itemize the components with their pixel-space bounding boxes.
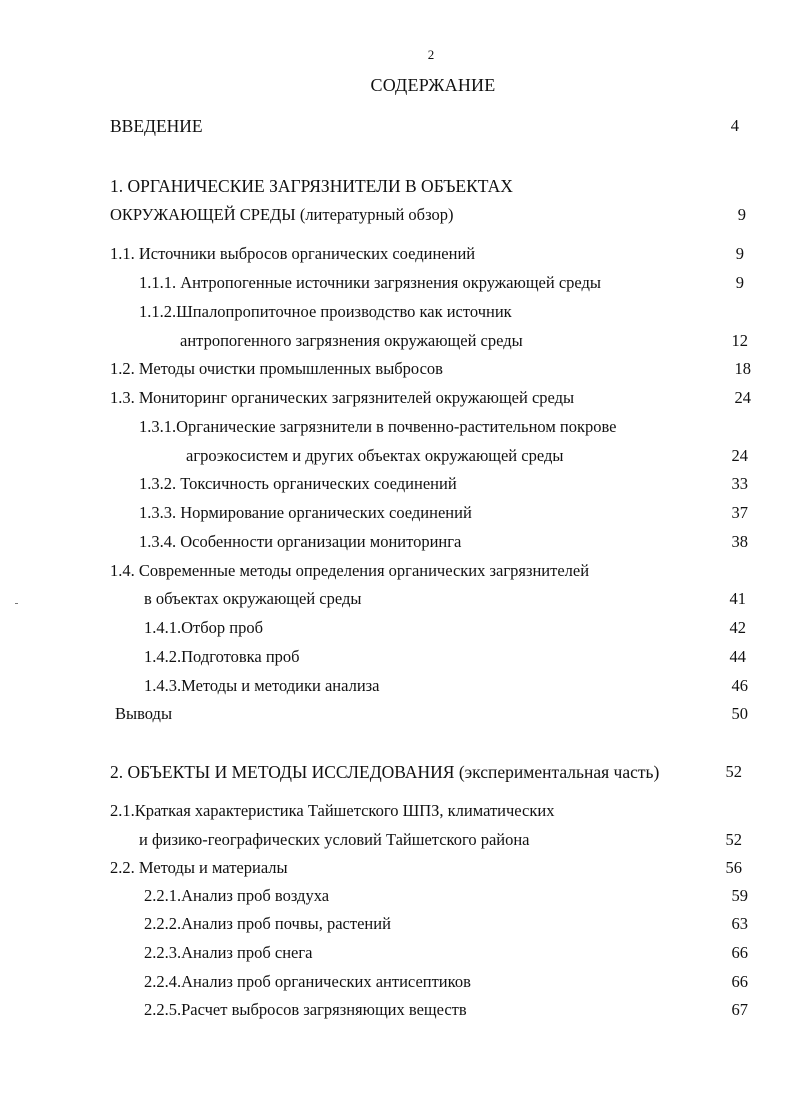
toc-entry-chapter-1-line-2: ОКРУЖАЮЩЕЙ СРЕДЫ (литературный обзор) <box>110 205 454 224</box>
toc-entry-1-4-line-2: в объектах окружающей среды <box>144 589 362 608</box>
toc-page-2-1: 52 <box>725 830 742 849</box>
toc-entry-2-2-2: 2.2.2.Анализ проб почвы, растений <box>144 914 391 933</box>
toc-page-2-2-4: 66 <box>731 972 748 991</box>
toc-page-chapter-1: 9 <box>737 205 746 224</box>
toc-page-1-1-1: 9 <box>735 273 744 292</box>
toc-page-conclusions: 50 <box>731 704 748 723</box>
toc-page-2-2-1: 59 <box>731 886 748 905</box>
toc-page-1-3: 24 <box>734 388 751 407</box>
toc-entry-chapter-2 <box>110 762 659 783</box>
toc-entry-1-1: 1.1. Источники выбросов органических соединений <box>110 244 476 263</box>
toc-entry-1-3-2: 1.3.2. Токсичность органических соединений <box>139 474 457 493</box>
toc-page-1-4-1: 42 <box>729 618 746 637</box>
toc-page-2-2-2: 63 <box>731 914 748 933</box>
toc-entry-1-1-2-line-1: 1.1.2.Шпалопропиточное производство как источник <box>139 302 512 321</box>
toc-entry-conclusions: Выводы <box>115 704 173 723</box>
toc-page-1-3-4: 38 <box>731 532 748 551</box>
toc-entry-chapter-1-line-1: 1. ОРГАНИЧЕСКИЕ ЗАГРЯЗНИТЕЛИ В ОБЪЕКТАХ <box>110 176 513 196</box>
toc-page-1-4: 41 <box>729 589 746 608</box>
toc-page-chapter-2: 52 <box>725 762 742 781</box>
toc-entry-2-2-1: 2.2.1.Анализ проб воздуха <box>144 886 330 905</box>
toc-page-intro: 4 <box>730 116 739 135</box>
toc-page-1-1: 9 <box>735 244 744 263</box>
toc-entry-1-3-4: 1.3.4. Особенности организации мониторинга <box>139 532 462 551</box>
toc-entry-1-1-1: 1.1.1. Антропогенные источники загрязнения окружающей среды <box>139 273 601 292</box>
toc-entry-1-4-2: 1.4.2.Подготовка проб <box>144 647 300 666</box>
toc-page-2-2-3: 66 <box>731 943 748 962</box>
toc-entry-1-2: 1.2. Методы очистки промышленных выбросов <box>110 359 443 378</box>
toc-entry-1-3-1-line-2: агроэкосистем и других объектах окружающей среды <box>186 446 564 465</box>
toc-page-1-4-2: 44 <box>729 647 746 666</box>
toc-entry-1-4-line-1: 1.4. Современные методы определения органических загрязнителей <box>110 561 590 580</box>
toc-page-1-1-2: 12 <box>731 331 748 350</box>
toc-page-2-2: 56 <box>725 858 742 877</box>
toc-entry-1-4-3: 1.4.3.Методы и методики анализа <box>144 676 380 695</box>
toc-entry-1-4-1: 1.4.1.Отбор проб <box>144 618 263 637</box>
toc-entry-1-3-1-line-1: 1.3.1.Органические загрязнители в почвенно-растительном покрове <box>139 417 617 436</box>
toc-entry-chapter-2-text: 2. ОБЪЕКТЫ И МЕТОДЫ ИССЛЕДОВАНИЯ (экспериментальная часть) <box>110 762 660 782</box>
toc-entry-1-1-2-line-2: антропогенного загрязнения окружающей среды <box>180 331 523 350</box>
toc-page-2-2-5: 67 <box>731 1000 748 1019</box>
toc-entry-1-3-3: 1.3.3. Нормирование органических соединений <box>139 503 472 522</box>
toc-entry-2-2: 2.2. Методы и материалы <box>110 858 288 877</box>
toc-entry-1-3: 1.3. Мониторинг органических загрязнителей окружающей среды <box>110 388 575 407</box>
toc-entry-2-2-3: 2.2.3.Анализ проб снега <box>144 943 313 962</box>
toc-page-1-3-3: 37 <box>731 503 748 522</box>
toc-page-1-4-3: 46 <box>731 676 748 695</box>
toc-entry-intro: ВВЕДЕНИЕ <box>110 116 203 136</box>
toc-entry-2-2-5: 2.2.5.Расчет выбросов загрязняющих веществ <box>144 1000 467 1019</box>
toc-entry-2-2-4: 2.2.4.Анализ проб органических антисептиков <box>144 972 471 991</box>
toc-page-1-3-1: 24 <box>731 446 748 465</box>
toc-page-1-2: 18 <box>734 359 751 378</box>
toc-entry-2-1-line-1: 2.1.Краткая характеристика Тайшетского ШПЗ, климатических <box>110 801 555 820</box>
toc-page-1-3-2: 33 <box>731 474 748 493</box>
toc-entry-2-1-line-2: и физико-географических условий Тайшетского района <box>139 830 530 849</box>
document-title: СОДЕРЖАНИЕ <box>370 75 496 95</box>
page-number: 2 <box>427 47 435 62</box>
scan-artifact <box>15 603 18 604</box>
